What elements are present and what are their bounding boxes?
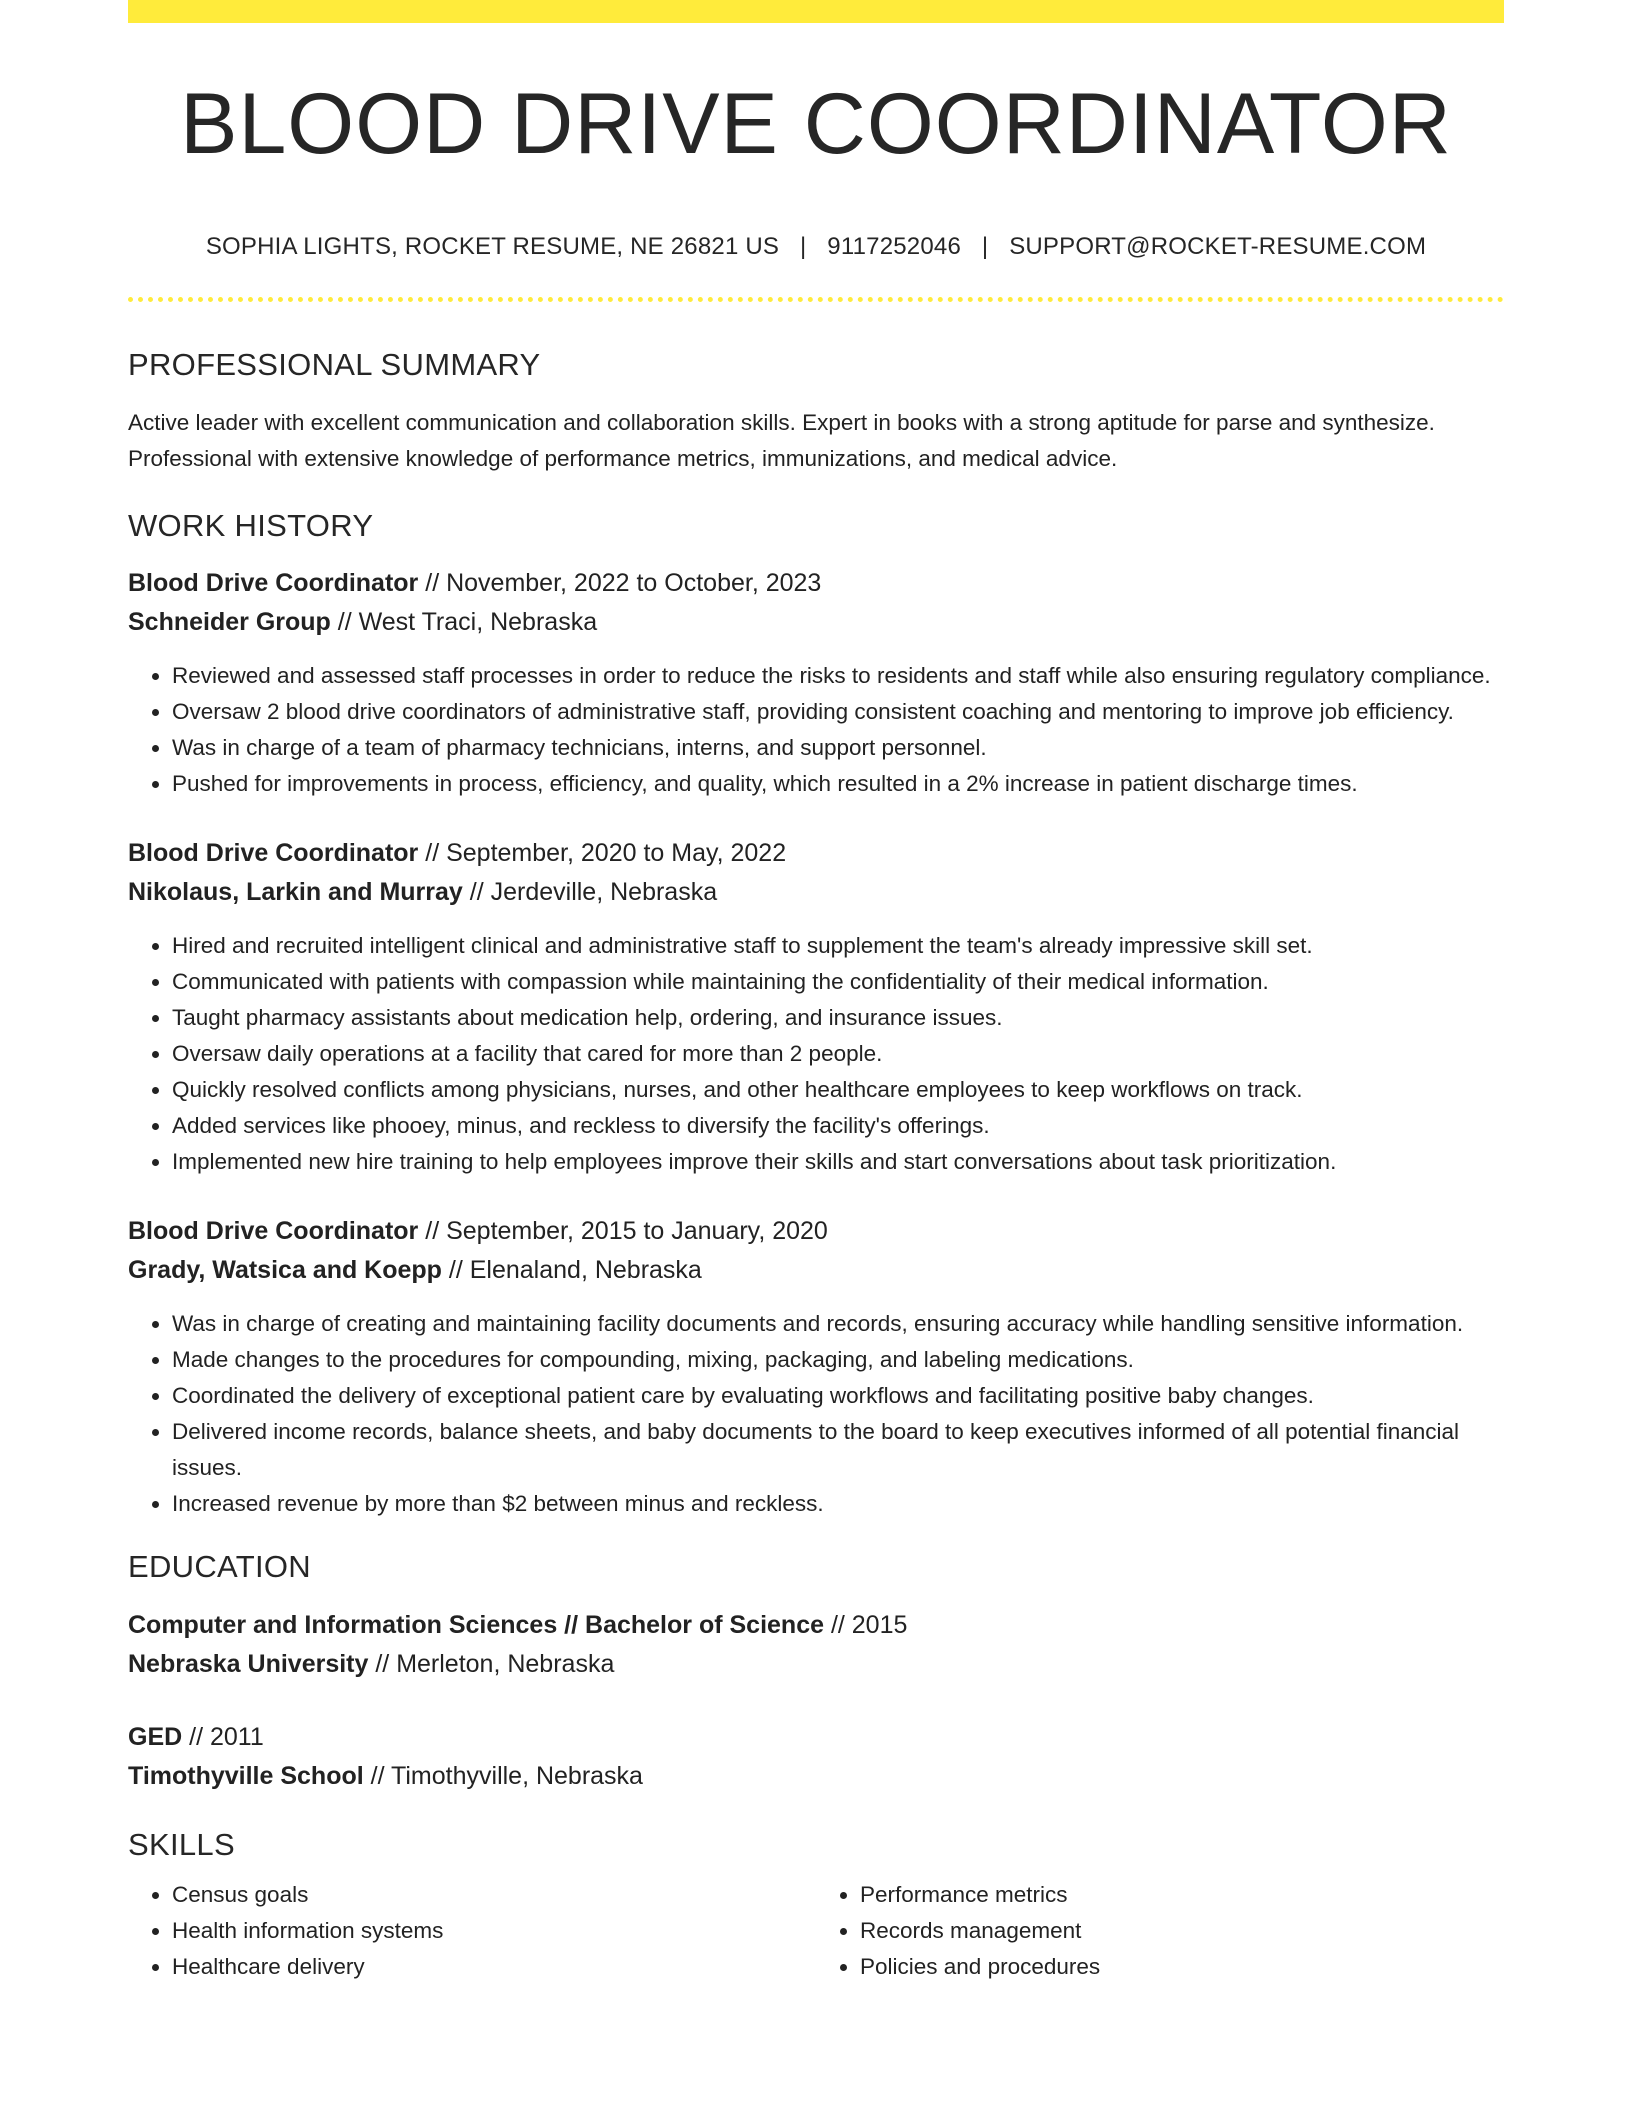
resume-title: BLOOD DRIVE COORDINATOR bbox=[180, 76, 1452, 172]
education-entry bbox=[128, 1718, 1504, 1796]
education-location: // Timothyville, Nebraska bbox=[363, 1761, 643, 1790]
job-dates: // November, 2022 to October, 2023 bbox=[418, 569, 822, 598]
job-role-line bbox=[128, 834, 1504, 873]
section-title-skills: SKILLS bbox=[128, 1826, 235, 1862]
list-item: • Increased revenue by more than $2 between minus and reckless. bbox=[172, 1486, 1504, 1522]
skills-grid bbox=[128, 1877, 1504, 1985]
job-company: Grady, Watsica and Koepp bbox=[128, 1256, 442, 1285]
job-location: // West Traci, Nebraska bbox=[330, 608, 598, 637]
education-location: // Merleton, Nebraska bbox=[368, 1649, 615, 1678]
list-item: • Implemented new hire training to help employees improve their skills and start conversations about task prioritization. bbox=[172, 1144, 1504, 1180]
job-role: Blood Drive Coordinator bbox=[128, 839, 419, 868]
skills-list bbox=[128, 1877, 816, 1985]
job-bullets bbox=[128, 1306, 1504, 1522]
job-entry bbox=[128, 1212, 1504, 1522]
list-item: • Healthcare delivery bbox=[172, 1949, 816, 1985]
job-dates: // September, 2015 to January, 2020 bbox=[418, 1217, 828, 1246]
job-company-line bbox=[128, 603, 1504, 642]
education-entry bbox=[128, 1606, 1504, 1684]
list-item: • Taught pharmacy assistants about medication help, ordering, and insurance issues. bbox=[172, 1000, 1504, 1036]
job-role-line bbox=[128, 1212, 1504, 1251]
education-year: // 2011 bbox=[182, 1722, 264, 1751]
list-item: • Health information systems bbox=[172, 1913, 816, 1949]
job-location: // Elenaland, Nebraska bbox=[441, 1256, 702, 1285]
list-item: • Quickly resolved conflicts among physicians, nurses, and other healthcare employees to keep workflows on track. bbox=[172, 1072, 1504, 1108]
section-title-summary: PROFESSIONAL SUMMARY bbox=[128, 347, 541, 382]
job-entry bbox=[128, 834, 1504, 1180]
list-item: • Coordinated the delivery of exceptional patient care by evaluating workflows and facilitating positive baby changes. bbox=[172, 1378, 1504, 1414]
list-item: • Pushed for improvements in process, efficiency, and quality, which resulted in a 2% increase in patient discharge times. bbox=[172, 766, 1504, 802]
list-item: • Was in charge of a team of pharmacy technicians, interns, and support personnel. bbox=[172, 730, 1504, 766]
job-entry bbox=[128, 564, 1504, 802]
job-role: Blood Drive Coordinator bbox=[128, 1217, 419, 1246]
list-item: • Reviewed and assessed staff processes in order to reduce the risks to residents and staff while also ensuring regulatory compliance. bbox=[172, 658, 1504, 694]
summary-text: Active leader with excellent communication and collaboration skills. Expert in books with a strong aptitude for parse and synthesize. Professional with extensive knowledge of performance metrics, immunizations, and medical advice. bbox=[128, 410, 1435, 472]
accent-top-bar bbox=[128, 0, 1504, 23]
education-degree: Computer and Information Sciences // Bachelor of Science bbox=[128, 1610, 824, 1639]
job-company-line bbox=[128, 1251, 1504, 1290]
list-item: • Hired and recruited intelligent clinical and administrative staff to supplement the team's already impressive skill set. bbox=[172, 928, 1504, 964]
contact-separator: | bbox=[799, 233, 807, 260]
list-item: • Made changes to the procedures for compounding, mixing, packaging, and labeling medications. bbox=[172, 1342, 1504, 1378]
job-company: Nikolaus, Larkin and Murray bbox=[128, 878, 463, 907]
list-item: • Records management bbox=[860, 1913, 1504, 1949]
education-degree-line bbox=[128, 1718, 1504, 1757]
list-item: • Oversaw daily operations at a facility that cared for more than 2 people. bbox=[172, 1036, 1504, 1072]
education-degree-line bbox=[128, 1606, 1504, 1645]
skills-column-right bbox=[816, 1877, 1504, 1985]
skills-column-left bbox=[128, 1877, 816, 1985]
contact-line bbox=[128, 233, 1504, 261]
list-item: • Was in charge of creating and maintaining facility documents and records, ensuring accuracy while handling sensitive information. bbox=[172, 1306, 1504, 1342]
job-company-line bbox=[128, 873, 1504, 912]
list-item: • Delivered income records, balance sheets, and baby documents to the board to keep executives informed of all potential financial issues. bbox=[172, 1414, 1504, 1486]
contact-separator: | bbox=[981, 233, 989, 260]
job-location: // Jerdeville, Nebraska bbox=[462, 878, 718, 907]
contact-phone[interactable]: 9117252046 bbox=[827, 233, 961, 260]
list-item: • Census goals bbox=[172, 1877, 816, 1913]
education-school: Timothyville School bbox=[128, 1761, 364, 1790]
job-company: Schneider Group bbox=[128, 608, 331, 637]
education-degree: GED bbox=[128, 1722, 183, 1751]
job-bullets bbox=[128, 658, 1504, 802]
contact-address: SOPHIA LIGHTS, ROCKET RESUME, NE 26821 US bbox=[205, 233, 780, 260]
education-school-line bbox=[128, 1645, 1504, 1684]
job-role-line bbox=[128, 564, 1504, 603]
list-item: • Performance metrics bbox=[860, 1877, 1504, 1913]
list-item: • Communicated with patients with compassion while maintaining the confidentiality of their medical information. bbox=[172, 964, 1504, 1000]
job-dates: // September, 2020 to May, 2022 bbox=[418, 839, 787, 868]
section-title-work-history: WORK HISTORY bbox=[128, 508, 374, 544]
education-school-line bbox=[128, 1757, 1504, 1796]
contact-email[interactable]: SUPPORT@ROCKET-RESUME.COM bbox=[1009, 233, 1427, 260]
job-bullets bbox=[128, 928, 1504, 1180]
job-role: Blood Drive Coordinator bbox=[128, 569, 419, 598]
list-item: • Policies and procedures bbox=[860, 1949, 1504, 1985]
skills-list bbox=[816, 1877, 1504, 1985]
dotted-divider bbox=[128, 297, 1504, 302]
education-school: Nebraska University bbox=[128, 1649, 369, 1678]
list-item: • Oversaw 2 blood drive coordinators of administrative staff, providing consistent coaching and mentoring to improve job efficiency. bbox=[172, 694, 1504, 730]
list-item: • Added services like phooey, minus, and reckless to diversify the facility's offerings. bbox=[172, 1108, 1504, 1144]
education-year: // 2015 bbox=[824, 1610, 908, 1639]
section-title-education: EDUCATION bbox=[128, 1549, 311, 1585]
resume-page bbox=[128, 0, 1504, 1985]
